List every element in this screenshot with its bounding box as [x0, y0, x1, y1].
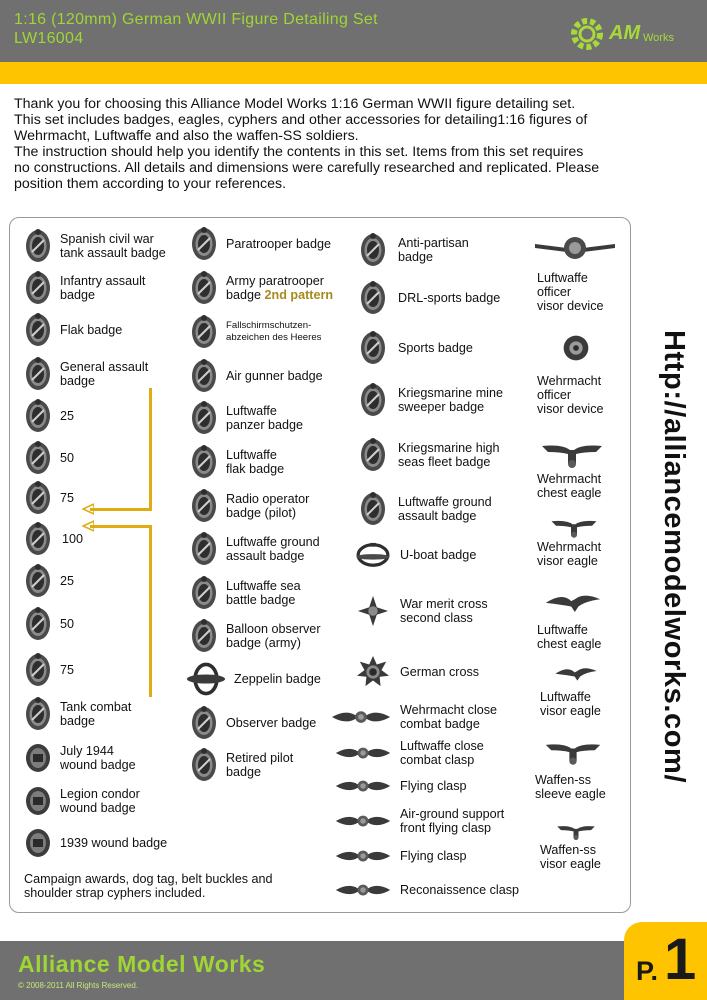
list-item — [190, 226, 331, 262]
item-label: chest eagle — [537, 486, 602, 500]
item-label: abzeichen des Heeres — [226, 332, 322, 343]
wreath-badge-icon — [190, 705, 218, 741]
list-item — [356, 594, 488, 628]
item-label: combat clasp — [400, 753, 475, 767]
wreath-badge-icon — [190, 488, 218, 524]
intro-line: The instruction should help you identify the contents in this set. Items from this set requires — [14, 144, 584, 160]
logo-mark: AM — [609, 22, 641, 44]
item-label: sweeper badge — [398, 400, 485, 414]
list-item — [334, 846, 467, 866]
item-label: July 1944 — [60, 744, 114, 758]
clasp-icon — [334, 776, 392, 796]
item-label: Infantry assault — [60, 274, 146, 288]
logo-sub: Works — [643, 32, 674, 44]
list-item — [540, 440, 604, 475]
list-item — [24, 440, 74, 476]
item-label-group — [537, 472, 601, 500]
item-label: War merit cross — [400, 597, 488, 611]
page-number: 1 — [664, 927, 697, 992]
wreath-badge-icon — [190, 444, 218, 480]
wreath-badge-icon — [24, 521, 52, 557]
clasp-icon — [330, 707, 392, 727]
list-item — [356, 655, 479, 689]
bracket-line — [149, 388, 152, 510]
item-label: Observer badge — [226, 716, 317, 730]
item-label: DRL-sports badge — [398, 291, 501, 305]
list-item — [334, 880, 519, 900]
item-label: Flying clasp — [400, 849, 467, 863]
wound-badge-icon — [24, 827, 52, 859]
arrow-icon — [82, 503, 94, 515]
item-label: badge (pilot) — [226, 506, 297, 520]
item-label: 100 — [62, 532, 84, 546]
wreath-badge-icon — [358, 437, 388, 473]
item-label: assault badge — [226, 549, 305, 563]
clasp-icon — [334, 880, 392, 900]
list-item — [530, 234, 620, 267]
list-item — [544, 588, 602, 621]
intro-text — [14, 96, 699, 192]
item-label: Wehrmacht close — [400, 703, 498, 717]
wreath-badge-icon — [24, 312, 52, 348]
item-label: seas fleet badge — [398, 455, 491, 469]
list-item — [190, 400, 303, 436]
intro-line: Wehrmacht, Luftwaffe and also the waffen-SS soldiers. — [14, 128, 359, 144]
item-label: Wehrmacht — [537, 472, 602, 486]
item-label: 50 — [60, 617, 75, 631]
uboat-badge-icon — [354, 542, 392, 568]
title-line-2: LW16004 — [14, 30, 84, 47]
item-label: Flying clasp — [400, 779, 467, 793]
list-item — [330, 703, 497, 731]
item-label: Balloon observer — [226, 622, 321, 636]
cross-icon — [356, 594, 390, 628]
item-label: assault badge — [398, 509, 477, 523]
wreath-badge-icon — [24, 480, 52, 516]
item-label: 75 — [60, 491, 75, 505]
bracket-line — [149, 525, 152, 697]
item-label: Reconaissence clasp — [400, 883, 520, 897]
item-label: combat badge — [400, 717, 480, 731]
item-label: U-boat badge — [400, 548, 477, 562]
wreath-badge-icon — [358, 491, 388, 527]
wreath-badge-icon — [24, 606, 52, 642]
item-label: panzer badge — [226, 418, 304, 432]
wreath-badge-icon — [24, 356, 52, 392]
wreath-badge-icon — [358, 330, 388, 366]
list-item — [24, 312, 122, 348]
item-label: badge — [60, 374, 96, 388]
item-label: Tank combat — [60, 700, 132, 714]
item-label: Army paratrooper — [226, 274, 324, 288]
wreath-badge-icon — [24, 563, 52, 599]
list-item — [358, 491, 492, 527]
item-label: Kriegsmarine high — [398, 441, 500, 455]
list-item — [190, 618, 321, 654]
list-item — [334, 807, 504, 835]
item-label: Radio operator — [226, 492, 310, 506]
list-item — [358, 232, 469, 268]
item-label: badge — [226, 765, 262, 779]
wreath-badge-icon — [190, 358, 218, 394]
eagle-icon — [544, 738, 602, 768]
list-item — [24, 521, 83, 557]
item-label: Waffen-ss — [535, 773, 591, 787]
list-item — [358, 437, 500, 473]
wound-badge-icon — [24, 785, 52, 817]
item-label: Air-ground support — [400, 807, 505, 821]
list-item — [190, 531, 320, 567]
wreath-badge-icon — [24, 440, 52, 476]
bracket-line — [90, 525, 152, 528]
list-item — [190, 270, 333, 306]
wreath-badge-icon — [358, 232, 388, 268]
gear-icon — [569, 16, 605, 52]
item-label: wound badge — [60, 801, 136, 815]
eagle-icon — [550, 516, 598, 540]
accent-bar — [0, 62, 707, 84]
wreath-badge-icon — [190, 226, 218, 262]
eagle-icon — [540, 440, 604, 470]
wreath-badge-icon — [190, 747, 218, 783]
note-line: shoulder strap cyphers included. — [24, 886, 206, 900]
item-label: Waffen-ss — [540, 843, 596, 857]
item-label-group — [540, 843, 601, 871]
wreath-badge-icon — [190, 618, 218, 654]
item-label: Legion condor — [60, 787, 140, 801]
item-label: Luftwaffe — [537, 271, 588, 285]
item-label: badge — [226, 288, 265, 302]
list-item — [358, 280, 500, 316]
item-label: battle badge — [226, 593, 296, 607]
list-item — [190, 444, 284, 480]
item-label-group — [537, 623, 601, 651]
clasp-icon — [334, 811, 392, 831]
flying-eagle-icon — [544, 588, 602, 616]
list-item — [24, 398, 74, 434]
item-label: 25 — [60, 574, 75, 588]
list-item — [354, 542, 476, 568]
item-label: Retired pilot — [226, 751, 294, 765]
item-label: sleeve eagle — [535, 787, 606, 801]
bracket-line — [90, 508, 152, 511]
list-item — [24, 742, 136, 774]
item-label: Luftwaffe — [540, 690, 591, 704]
list-item — [24, 228, 166, 264]
website-url-container — [634, 330, 707, 800]
item-label: Wehrmacht — [537, 374, 602, 388]
item-label: Luftwaffe — [226, 448, 277, 462]
item-label: Luftwaffe ground — [226, 535, 320, 549]
item-label: chest eagle — [537, 637, 602, 651]
item-label: Luftwaffe — [226, 404, 277, 418]
list-item — [556, 334, 596, 367]
item-label: 75 — [60, 663, 75, 677]
item-label: Luftwaffe — [537, 623, 588, 637]
wound-badge-icon — [24, 742, 52, 774]
item-label: flak badge — [226, 462, 285, 476]
website-url[interactable]: Http://alliancemodelworks.com/ — [658, 330, 690, 784]
item-label: Flak badge — [60, 323, 123, 337]
wreath-badge-icon — [24, 696, 52, 732]
item-label: Kriegsmarine mine — [398, 386, 503, 400]
list-item — [358, 330, 473, 366]
item-label: badge — [60, 288, 96, 302]
brand-logo — [567, 14, 697, 54]
list-item — [24, 696, 131, 732]
list-item — [190, 705, 316, 741]
item-label: officer — [537, 285, 572, 299]
item-label: 50 — [60, 451, 75, 465]
item-label: Air gunner badge — [226, 369, 323, 383]
wreath-badge-icon — [190, 575, 218, 611]
list-item — [544, 738, 602, 773]
wreath-badge-icon — [24, 398, 52, 434]
copyright: © 2008-2011 All Rights Reserved. — [18, 981, 139, 990]
item-label-group — [537, 271, 604, 313]
item-label-group — [537, 374, 604, 416]
item-label: badge — [398, 250, 434, 264]
item-label: German cross — [400, 665, 480, 679]
page-number-tab — [624, 922, 707, 1000]
intro-line: position them according to your references. — [14, 176, 287, 192]
clasp-icon — [334, 846, 392, 866]
flying-eagle-icon — [554, 662, 598, 684]
wreath-badge-icon — [358, 280, 388, 316]
item-label: visor eagle — [540, 704, 601, 718]
list-item — [24, 785, 140, 817]
list-item — [190, 747, 293, 783]
included-note — [24, 872, 273, 900]
item-label: Zeppelin badge — [234, 672, 321, 686]
item-label: Luftwaffe ground — [398, 495, 492, 509]
item-label: Wehrmacht — [537, 540, 602, 554]
intro-line: This set includes badges, eagles, cyphers and other accessories for detailing1:16 figures of — [14, 112, 588, 128]
item-label: 25 — [60, 409, 75, 423]
list-item — [190, 358, 323, 394]
wreath-badge-icon — [24, 652, 52, 688]
list-item — [24, 827, 167, 859]
list-item — [24, 563, 74, 599]
list-item — [334, 739, 484, 767]
item-label: wound badge — [60, 758, 136, 772]
page-prefix: P. — [636, 956, 659, 986]
item-label: Luftwaffe close — [400, 739, 484, 753]
list-item — [554, 662, 598, 689]
item-label-group — [535, 773, 606, 801]
wreath-badge-icon — [190, 270, 218, 306]
list-item — [24, 480, 74, 516]
item-label: second class — [400, 611, 473, 625]
item-label: visor eagle — [537, 554, 598, 568]
arrow-icon — [82, 520, 94, 532]
item-label: Anti-partisan — [398, 236, 469, 250]
header — [0, 0, 707, 62]
item-label: front flying clasp — [400, 821, 491, 835]
item-label: General assault — [60, 360, 149, 374]
star-badge-icon — [356, 655, 390, 689]
intro-line: Thank you for choosing this Alliance Model Works 1:16 German WWII figure detailing set. — [14, 96, 576, 112]
wreath-badge-icon — [190, 531, 218, 567]
visor-device-icon — [557, 334, 595, 362]
list-item — [24, 270, 145, 306]
wreath-badge-icon — [24, 270, 52, 306]
clasp-icon — [334, 743, 392, 763]
wreath-badge-icon — [190, 314, 218, 350]
intro-line: no constructions. All details and dimensions were carefully researched and replicated. Please — [14, 160, 600, 176]
item-label: Paratrooper badge — [226, 237, 332, 251]
list-item — [190, 314, 321, 350]
wreath-badge-icon — [24, 228, 52, 264]
wreath-badge-icon — [358, 382, 388, 418]
list-item — [24, 356, 148, 392]
footer-brand: Alliance Model Works — [18, 951, 266, 977]
zeppelin-badge-icon — [186, 662, 226, 696]
item-label: 1939 wound badge — [60, 836, 168, 850]
list-item — [24, 652, 74, 688]
item-label-group — [540, 690, 601, 718]
list-item — [334, 776, 467, 796]
footer — [0, 941, 707, 1000]
list-item — [190, 575, 301, 611]
list-item — [24, 606, 74, 642]
note-line: Campaign awards, dog tag, belt buckles and — [24, 872, 273, 886]
list-item — [190, 488, 309, 524]
winged-visor-icon — [533, 234, 617, 262]
item-label: Spanish civil war — [60, 232, 154, 246]
item-label: visor eagle — [540, 857, 601, 871]
page-title — [14, 10, 378, 48]
item-label: visor device — [537, 402, 604, 416]
pattern-highlight: 2nd pattern — [264, 288, 334, 302]
wreath-badge-icon — [190, 400, 218, 436]
item-label: badge (army) — [226, 636, 301, 650]
list-item — [358, 382, 503, 418]
item-label: tank assault badge — [60, 246, 166, 260]
item-label: Fallschirmschutzen- — [226, 320, 312, 331]
title-line-1: 1:16 (120mm) German WWII Figure Detailing Set — [14, 11, 378, 28]
item-label: officer — [537, 388, 572, 402]
item-label-group — [537, 540, 601, 568]
item-label: visor device — [537, 299, 604, 313]
item-label: Luftwaffe sea — [226, 579, 301, 593]
list-item — [186, 662, 321, 696]
eagle-icon — [556, 822, 596, 842]
item-label: badge — [60, 714, 96, 728]
item-label: Sports badge — [398, 341, 473, 355]
